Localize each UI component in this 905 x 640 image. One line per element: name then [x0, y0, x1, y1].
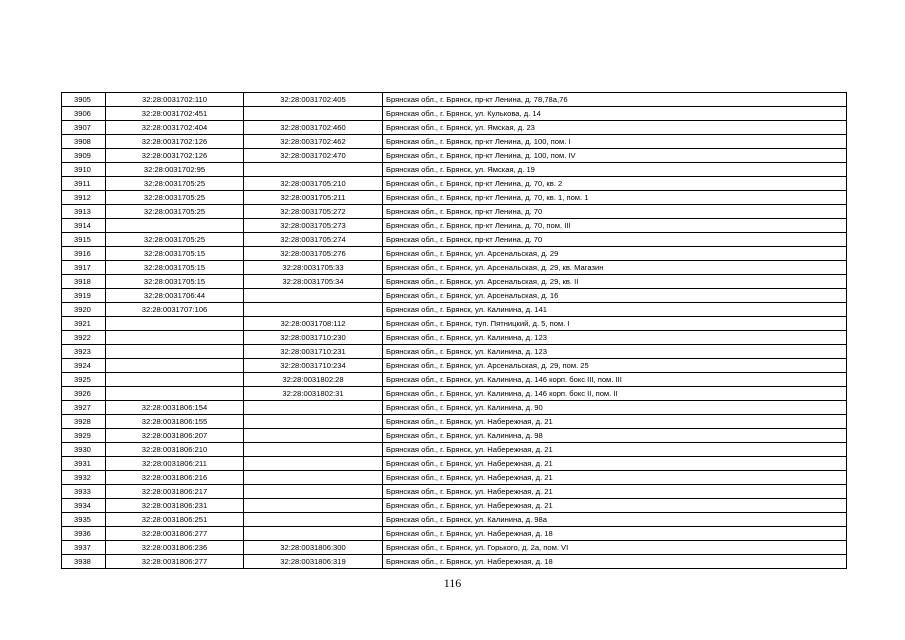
parcel-cadastral-number-cell: 32:28:0031705:25 — [106, 191, 244, 205]
address-cell: Брянская обл., г. Брянск, пр-кт Ленина, д. 100, пом. I — [383, 135, 847, 149]
registry-table-body — [62, 93, 847, 569]
address-cell: Брянская обл., г. Брянск, ул. Калинина, д. 98а — [383, 513, 847, 527]
table-row — [62, 219, 847, 233]
table-row — [62, 289, 847, 303]
parcel-cadastral-number-cell: 32:28:0031702:404 — [106, 121, 244, 135]
row-number-cell: 3935 — [62, 513, 106, 527]
parcel-cadastral-number-cell — [106, 359, 244, 373]
object-cadastral-number-cell — [244, 485, 383, 499]
parcel-cadastral-number-cell: 32:28:0031705:15 — [106, 261, 244, 275]
object-cadastral-number-cell: 32:28:0031705:273 — [244, 219, 383, 233]
table-row — [62, 485, 847, 499]
parcel-cadastral-number-cell: 32:28:0031806:216 — [106, 471, 244, 485]
address-cell: Брянская обл., г. Брянск, ул. Калинина, д. 123 — [383, 331, 847, 345]
row-number-cell: 3931 — [62, 457, 106, 471]
parcel-cadastral-number-cell: 32:28:0031702:126 — [106, 149, 244, 163]
row-number-cell: 3914 — [62, 219, 106, 233]
row-number-cell: 3922 — [62, 331, 106, 345]
table-row — [62, 303, 847, 317]
object-cadastral-number-cell: 32:28:0031702:405 — [244, 93, 383, 107]
address-cell: Брянская обл., г. Брянск, ул. Набережная, д. 21 — [383, 485, 847, 499]
address-cell: Брянская обл., г. Брянск, ул. Калинина, д. 146 корп. бокс II, пом. II — [383, 387, 847, 401]
table-row — [62, 345, 847, 359]
row-number-cell: 3930 — [62, 443, 106, 457]
table-row — [62, 527, 847, 541]
object-cadastral-number-cell — [244, 471, 383, 485]
row-number-cell: 3906 — [62, 107, 106, 121]
row-number-cell: 3908 — [62, 135, 106, 149]
parcel-cadastral-number-cell: 32:28:0031705:15 — [106, 247, 244, 261]
address-cell: Брянская обл., г. Брянск, пр-кт Ленина, д. 70 — [383, 233, 847, 247]
table-row — [62, 499, 847, 513]
object-cadastral-number-cell — [244, 513, 383, 527]
address-cell: Брянская обл., г. Брянск, ул. Набережная, д. 21 — [383, 499, 847, 513]
row-number-cell: 3936 — [62, 527, 106, 541]
object-cadastral-number-cell — [244, 401, 383, 415]
address-cell: Брянская обл., г. Брянск, ул. Арсенальская, д. 29 — [383, 247, 847, 261]
address-cell: Брянская обл., г. Брянск, ул. Калинина, д. 146 корп. бокс III, пом. III — [383, 373, 847, 387]
object-cadastral-number-cell — [244, 429, 383, 443]
parcel-cadastral-number-cell — [106, 387, 244, 401]
parcel-cadastral-number-cell: 32:28:0031702:126 — [106, 135, 244, 149]
parcel-cadastral-number-cell — [106, 331, 244, 345]
object-cadastral-number-cell — [244, 107, 383, 121]
object-cadastral-number-cell: 32:28:0031802:31 — [244, 387, 383, 401]
table-row — [62, 457, 847, 471]
address-cell: Брянская обл., г. Брянск, ул. Кулькова, д. 14 — [383, 107, 847, 121]
address-cell: Брянская обл., г. Брянск, ул. Калинина, д. 141 — [383, 303, 847, 317]
parcel-cadastral-number-cell: 32:28:0031806:210 — [106, 443, 244, 457]
address-cell: Брянская обл., г. Брянск, ул. Калинина, д. 90 — [383, 401, 847, 415]
row-number-cell: 3919 — [62, 289, 106, 303]
row-number-cell: 3924 — [62, 359, 106, 373]
parcel-cadastral-number-cell: 32:28:0031705:25 — [106, 233, 244, 247]
object-cadastral-number-cell — [244, 457, 383, 471]
row-number-cell: 3918 — [62, 275, 106, 289]
object-cadastral-number-cell — [244, 415, 383, 429]
row-number-cell: 3927 — [62, 401, 106, 415]
object-cadastral-number-cell: 32:28:0031705:210 — [244, 177, 383, 191]
address-cell: Брянская обл., г. Брянск, ул. Арсенальская, д. 29, кв. II — [383, 275, 847, 289]
row-number-cell: 3929 — [62, 429, 106, 443]
row-number-cell: 3925 — [62, 373, 106, 387]
parcel-cadastral-number-cell: 32:28:0031806:277 — [106, 527, 244, 541]
table-row — [62, 121, 847, 135]
address-cell: Брянская обл., г. Брянск, ул. Набережная, д. 21 — [383, 457, 847, 471]
object-cadastral-number-cell: 32:28:0031710:234 — [244, 359, 383, 373]
object-cadastral-number-cell: 32:28:0031710:231 — [244, 345, 383, 359]
object-cadastral-number-cell: 32:28:0031705:274 — [244, 233, 383, 247]
object-cadastral-number-cell — [244, 289, 383, 303]
table-row — [62, 191, 847, 205]
row-number-cell: 3916 — [62, 247, 106, 261]
cadastral-registry-table — [61, 92, 847, 569]
address-cell: Брянская обл., г. Брянск, ул. Арсенальская, д. 29, пом. 25 — [383, 359, 847, 373]
address-cell: Брянская обл., г. Брянск, ул. Набережная, д. 21 — [383, 415, 847, 429]
object-cadastral-number-cell — [244, 499, 383, 513]
object-cadastral-number-cell: 32:28:0031806:319 — [244, 555, 383, 569]
row-number-cell: 3938 — [62, 555, 106, 569]
object-cadastral-number-cell: 32:28:0031702:470 — [244, 149, 383, 163]
table-row — [62, 317, 847, 331]
object-cadastral-number-cell: 32:28:0031705:276 — [244, 247, 383, 261]
address-cell: Брянская обл., г. Брянск, туп. Пятницкий, д. 5, пом. I — [383, 317, 847, 331]
parcel-cadastral-number-cell: 32:28:0031702:95 — [106, 163, 244, 177]
row-number-cell: 3913 — [62, 205, 106, 219]
parcel-cadastral-number-cell: 32:28:0031806:217 — [106, 485, 244, 499]
table-row — [62, 177, 847, 191]
object-cadastral-number-cell: 32:28:0031702:462 — [244, 135, 383, 149]
parcel-cadastral-number-cell: 32:28:0031705:15 — [106, 275, 244, 289]
table-row — [62, 149, 847, 163]
object-cadastral-number-cell: 32:28:0031705:211 — [244, 191, 383, 205]
row-number-cell: 3912 — [62, 191, 106, 205]
parcel-cadastral-number-cell — [106, 373, 244, 387]
parcel-cadastral-number-cell: 32:28:0031806:231 — [106, 499, 244, 513]
parcel-cadastral-number-cell: 32:28:0031806:207 — [106, 429, 244, 443]
object-cadastral-number-cell — [244, 527, 383, 541]
table-row — [62, 513, 847, 527]
table-row — [62, 247, 847, 261]
address-cell: Брянская обл., г. Брянск, ул. Калинина, д. 123 — [383, 345, 847, 359]
row-number-cell: 3923 — [62, 345, 106, 359]
row-number-cell: 3915 — [62, 233, 106, 247]
object-cadastral-number-cell: 32:28:0031702:460 — [244, 121, 383, 135]
row-number-cell: 3928 — [62, 415, 106, 429]
table-row — [62, 471, 847, 485]
object-cadastral-number-cell: 32:28:0031705:34 — [244, 275, 383, 289]
object-cadastral-number-cell — [244, 303, 383, 317]
row-number-cell: 3934 — [62, 499, 106, 513]
table-row — [62, 429, 847, 443]
row-number-cell: 3926 — [62, 387, 106, 401]
row-number-cell: 3917 — [62, 261, 106, 275]
parcel-cadastral-number-cell: 32:28:0031707:106 — [106, 303, 244, 317]
table-row — [62, 359, 847, 373]
table-row — [62, 387, 847, 401]
object-cadastral-number-cell: 32:28:0031708:112 — [244, 317, 383, 331]
table-row — [62, 261, 847, 275]
address-cell: Брянская обл., г. Брянск, ул. Ямская, д. 23 — [383, 121, 847, 135]
parcel-cadastral-number-cell: 32:28:0031806:155 — [106, 415, 244, 429]
table-row — [62, 107, 847, 121]
parcel-cadastral-number-cell: 32:28:0031806:277 — [106, 555, 244, 569]
table-row — [62, 205, 847, 219]
object-cadastral-number-cell: 32:28:0031710:230 — [244, 331, 383, 345]
parcel-cadastral-number-cell: 32:28:0031705:25 — [106, 205, 244, 219]
table-row — [62, 275, 847, 289]
address-cell: Брянская обл., г. Брянск, ул. Ямская, д. 19 — [383, 163, 847, 177]
address-cell: Брянская обл., г. Брянск, ул. Набережная, д. 21 — [383, 443, 847, 457]
object-cadastral-number-cell: 32:28:0031705:33 — [244, 261, 383, 275]
row-number-cell: 3933 — [62, 485, 106, 499]
parcel-cadastral-number-cell: 32:28:0031806:154 — [106, 401, 244, 415]
row-number-cell: 3920 — [62, 303, 106, 317]
table-row — [62, 541, 847, 555]
table-row — [62, 331, 847, 345]
address-cell: Брянская обл., г. Брянск, пр-кт Ленина, д. 70, кв. 1, пом. 1 — [383, 191, 847, 205]
table-row — [62, 93, 847, 107]
address-cell: Брянская обл., г. Брянск, ул. Набережная, д. 18 — [383, 527, 847, 541]
object-cadastral-number-cell — [244, 443, 383, 457]
address-cell: Брянская обл., г. Брянск, пр-кт Ленина, д. 70, пом. III — [383, 219, 847, 233]
address-cell: Брянская обл., г. Брянск, пр-кт Ленина, д. 70, кв. 2 — [383, 177, 847, 191]
address-cell: Брянская обл., г. Брянск, ул. Арсенальская, д. 16 — [383, 289, 847, 303]
parcel-cadastral-number-cell: 32:28:0031705:25 — [106, 177, 244, 191]
address-cell: Брянская обл., г. Брянск, пр-кт Ленина, д. 78,78а,76 — [383, 93, 847, 107]
table-row — [62, 401, 847, 415]
object-cadastral-number-cell: 32:28:0031806:300 — [244, 541, 383, 555]
address-cell: Брянская обл., г. Брянск, ул. Набережная, д. 18 — [383, 555, 847, 569]
table-row — [62, 415, 847, 429]
parcel-cadastral-number-cell — [106, 219, 244, 233]
object-cadastral-number-cell: 32:28:0031705:272 — [244, 205, 383, 219]
parcel-cadastral-number-cell: 32:28:0031806:236 — [106, 541, 244, 555]
address-cell: Брянская обл., г. Брянск, ул. Горького, д. 2а, пом. VI — [383, 541, 847, 555]
table-row — [62, 443, 847, 457]
address-cell: Брянская обл., г. Брянск, пр-кт Ленина, д. 70 — [383, 205, 847, 219]
address-cell: Брянская обл., г. Брянск, ул. Калинина, д. 98 — [383, 429, 847, 443]
parcel-cadastral-number-cell: 32:28:0031806:211 — [106, 457, 244, 471]
parcel-cadastral-number-cell: 32:28:0031702:451 — [106, 107, 244, 121]
parcel-cadastral-number-cell — [106, 317, 244, 331]
row-number-cell: 3909 — [62, 149, 106, 163]
row-number-cell: 3921 — [62, 317, 106, 331]
row-number-cell: 3910 — [62, 163, 106, 177]
parcel-cadastral-number-cell: 32:28:0031706:44 — [106, 289, 244, 303]
row-number-cell: 3907 — [62, 121, 106, 135]
table-row — [62, 163, 847, 177]
object-cadastral-number-cell — [244, 163, 383, 177]
parcel-cadastral-number-cell — [106, 345, 244, 359]
address-cell: Брянская обл., г. Брянск, пр-кт Ленина, д. 100, пом. IV — [383, 149, 847, 163]
row-number-cell: 3937 — [62, 541, 106, 555]
row-number-cell: 3905 — [62, 93, 106, 107]
page-number: 116 — [443, 576, 462, 590]
parcel-cadastral-number-cell: 32:28:0031702:110 — [106, 93, 244, 107]
table-row — [62, 233, 847, 247]
table-row — [62, 135, 847, 149]
row-number-cell: 3911 — [62, 177, 106, 191]
address-cell: Брянская обл., г. Брянск, ул. Арсенальская, д. 29, кв. Магазин — [383, 261, 847, 275]
parcel-cadastral-number-cell: 32:28:0031806:251 — [106, 513, 244, 527]
address-cell: Брянская обл., г. Брянск, ул. Набережная, д. 21 — [383, 471, 847, 485]
row-number-cell: 3932 — [62, 471, 106, 485]
object-cadastral-number-cell: 32:28:0031802:28 — [244, 373, 383, 387]
table-row — [62, 555, 847, 569]
table-row — [62, 373, 847, 387]
